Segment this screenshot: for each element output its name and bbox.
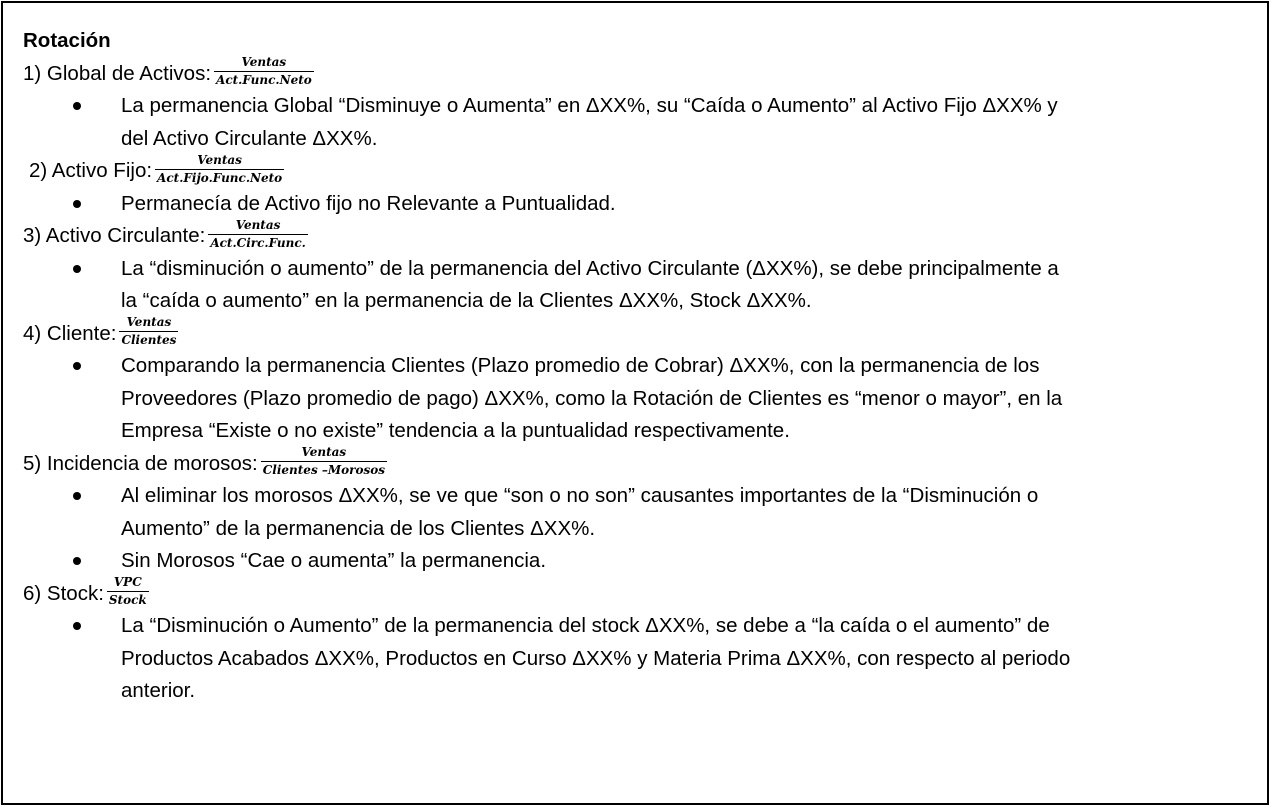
formula-numerator: Ventas: [241, 55, 287, 70]
formula-denominator: Act.Circ.Func.: [210, 235, 306, 250]
bullet-icon: [73, 265, 81, 273]
document-title: Rotación: [23, 29, 111, 52]
section-cliente: [23, 315, 1257, 351]
section-label: 2) Activo Fijo:: [29, 159, 153, 182]
bullet-item: [23, 610, 1257, 708]
section-label: 3) Activo Circulante:: [23, 224, 206, 247]
bullet-line: Empresa “Existe o no existe” tendencia a la puntualidad respectivamente.: [121, 419, 790, 442]
section-label: 5) Incidencia de morosos:: [23, 451, 258, 475]
bullet-line: Permanecía de Activo fijo no Relevante a Puntualidad.: [121, 191, 616, 215]
formula-denominator: Stock: [108, 593, 147, 608]
bullet-line: La “disminución o aumento” de la permanencia del Activo Circulante (ΔXX%), se debe principalmente a: [121, 256, 1059, 280]
bullet-line: Sin Morosos “Cae o aumenta” la permanencia.: [121, 549, 547, 572]
bullet-line: Comparando la permanencia Clientes (Plazo promedio de Cobrar) ΔXX%, con la permanencia de los: [121, 354, 1040, 377]
bullet-item: [23, 188, 1257, 221]
bullet-icon: [73, 492, 81, 500]
section-activo-circulante: [23, 217, 1257, 253]
section-label: 6) Stock:: [23, 581, 104, 605]
formula-denominator: Act.Fijo.Func.Neto: [157, 170, 283, 185]
bullet-list: [23, 350, 1257, 448]
section-incidencia-morosos: [23, 445, 1257, 481]
document-content: [23, 25, 1257, 708]
formula-fraction: [261, 446, 387, 477]
bullet-icon: [73, 557, 81, 565]
formula-fraction: [107, 576, 149, 607]
formula-numerator: Ventas: [301, 445, 347, 460]
document-frame: [1, 1, 1269, 805]
bullet-list: [23, 610, 1257, 708]
formula-denominator: Clientes –Morosos: [262, 463, 386, 478]
section-stock: [23, 575, 1257, 611]
bullet-line: Aumento” de la permanencia de los Clientes ΔXX%.: [121, 516, 596, 540]
bullet-icon: [73, 362, 81, 370]
formula-fraction: [214, 56, 314, 87]
bullet-item: [23, 90, 1257, 155]
bullet-item: [23, 480, 1257, 545]
bullet-list: [23, 188, 1257, 221]
section-global-activos: [23, 55, 1257, 91]
formula-denominator: Act.Func.Neto: [216, 73, 312, 88]
section-label: 1) Global de Activos:: [23, 61, 212, 85]
formula-denominator: Clientes: [121, 333, 177, 348]
bullet-line: Al eliminar los morosos ΔXX%, se ve que “son o no son” causantes importantes de la “Disminución o: [121, 484, 1039, 507]
bullet-item: [23, 253, 1257, 318]
bullet-line: anterior.: [121, 679, 196, 702]
bullet-item: [23, 350, 1257, 448]
formula-numerator: Ventas: [197, 152, 242, 167]
bullet-icon: [73, 200, 81, 208]
formula-fraction: [208, 219, 308, 250]
bullet-list: [23, 480, 1257, 578]
bullet-icon: [73, 622, 81, 630]
bullet-list: [23, 253, 1257, 318]
bullet-line: La permanencia Global “Disminuye o Aumenta” en ΔXX%, su “Caída o Aumento” al Activo Fijo ΔXX% y: [121, 94, 1058, 117]
bullet-item: [23, 545, 1257, 578]
bullet-line: del Activo Circulante ΔXX%.: [121, 126, 378, 150]
bullet-line: Productos Acabados ΔXX%, Productos en Curso ΔXX% y Materia Prima ΔXX%, con respecto al periodo: [121, 646, 1071, 670]
bullet-line: Proveedores (Plazo promedio de pago) ΔXX%, como la Rotación de Clientes es “menor o mayor”, en la: [121, 386, 1063, 410]
bullet-list: [23, 90, 1257, 155]
bullet-icon: [73, 102, 81, 110]
bullet-line: La “Disminución o Aumento” de la permanencia del stock ΔXX%, se debe a “la caída o el aumento” de: [121, 614, 1050, 637]
section-label: 4) Cliente:: [23, 321, 117, 345]
bullet-line: la “caída o aumento” en la permanencia de la Clientes ΔXX%, Stock ΔXX%.: [121, 289, 812, 312]
section-activo-fijo: [23, 152, 1257, 188]
formula-fraction: [155, 154, 284, 185]
formula-numerator: VPC: [113, 575, 142, 590]
formula-fraction: [119, 316, 178, 347]
formula-numerator: Ventas: [126, 315, 172, 330]
formula-numerator: Ventas: [235, 217, 281, 232]
